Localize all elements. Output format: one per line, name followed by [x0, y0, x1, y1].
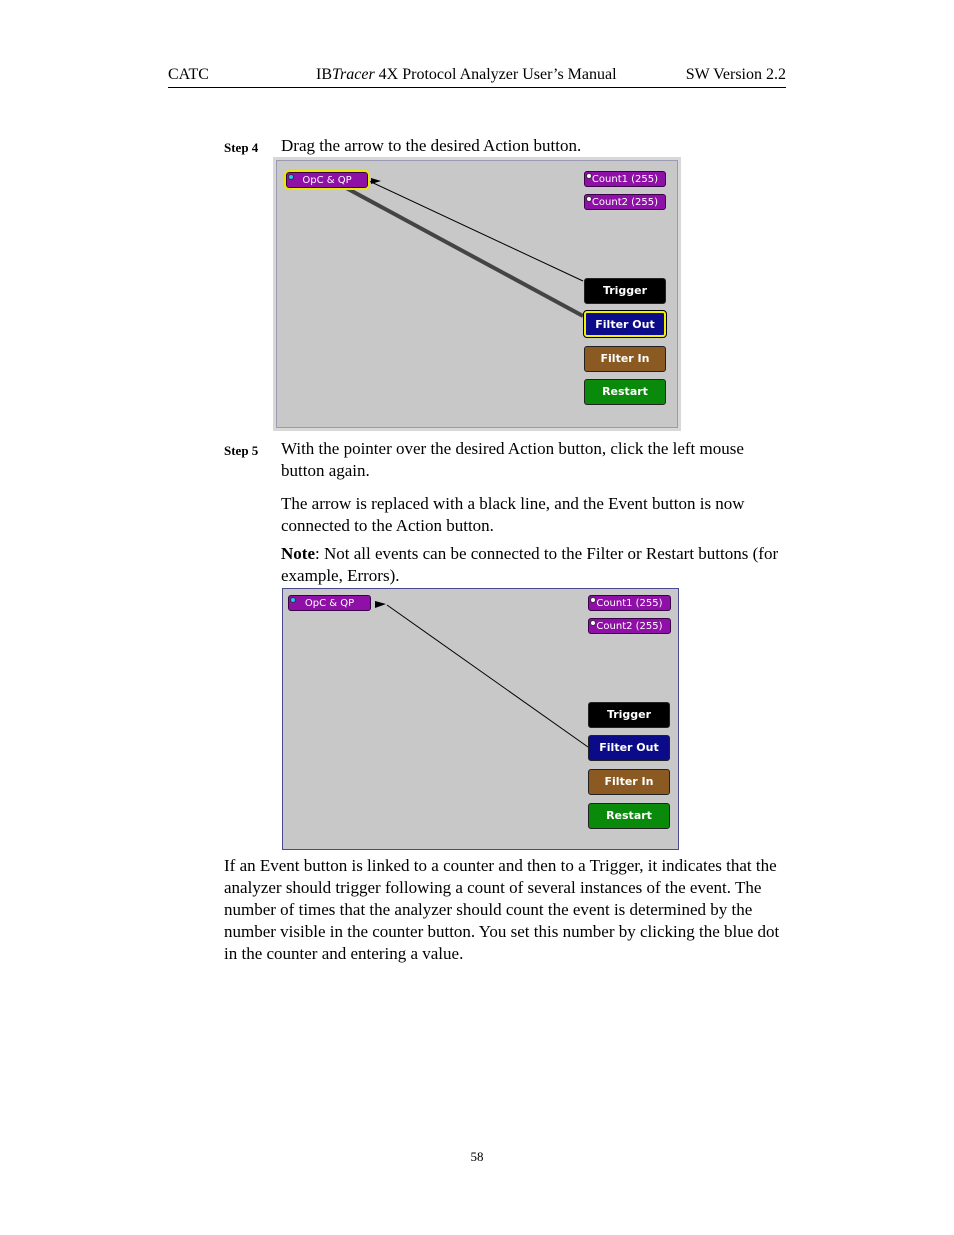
connection-line [387, 605, 588, 747]
event-button-opc-qp[interactable]: OpC & QP [286, 172, 368, 188]
figure-2-panel [282, 588, 679, 850]
note-paragraph: Note: Not all events can be connected to the Filter or Restart buttons (for example, Errors). [281, 544, 779, 585]
counter-1-button[interactable]: Count1 (255) [584, 171, 666, 187]
restart-button[interactable]: Restart [588, 803, 670, 829]
closing-paragraph: If an Event button is linked to a counter and then to a Trigger, it indicates that the analyzer should trigger following a count of several instances of the event. The number of times that the analyzer should count the event is determined by the number visible in the counter button. You set this number by clicking the blue dot in the counter and entering a value. [224, 856, 780, 963]
filter-in-button[interactable]: Filter In [588, 769, 670, 795]
step-5-paragraph: The arrow is replaced with a black line, and the Event button is now connected to the Action button. [281, 494, 745, 535]
counter-dot-icon[interactable] [586, 173, 592, 179]
counter-2-button[interactable]: Count2 (255) [584, 194, 666, 210]
header-title: IBTracer 4X Protocol Analyzer User’s Manual [316, 66, 617, 83]
restart-button[interactable]: Restart [584, 379, 666, 405]
header-right: SW Version 2.2 [685, 66, 786, 83]
step-4-label: Step 4 [224, 140, 259, 155]
filter-in-button[interactable]: Filter In [584, 346, 666, 372]
figure-1-panel [276, 160, 678, 428]
arrow-head [375, 601, 386, 608]
step-4-text: Drag the arrow to the desired Action button. [281, 136, 582, 155]
event-dot-icon [290, 597, 296, 603]
event-button-opc-qp[interactable]: OpC & QP [288, 595, 371, 611]
page-header [168, 66, 786, 88]
step-5-label: Step 5 [224, 443, 259, 458]
step-5-text: With the pointer over the desired Action button, click the left mouse button again. [281, 439, 744, 480]
event-dot-icon [288, 174, 294, 180]
counter-dot-icon[interactable] [590, 620, 596, 626]
arrow-head [371, 178, 381, 184]
header-left: CATC [168, 66, 209, 83]
trigger-button[interactable]: Trigger [588, 702, 670, 728]
arrow-line [369, 181, 583, 281]
page-number: 58 [470, 1149, 484, 1164]
counter-dot-icon[interactable] [590, 597, 596, 603]
counter-2-button[interactable]: Count2 (255) [588, 618, 671, 634]
trigger-button[interactable]: Trigger [584, 278, 666, 304]
filter-out-button[interactable]: Filter Out [588, 735, 670, 761]
filter-out-button[interactable]: Filter Out [584, 311, 666, 337]
drag-arrow [337, 183, 583, 316]
counter-dot-icon[interactable] [586, 196, 592, 202]
counter-1-button[interactable]: Count1 (255) [588, 595, 671, 611]
